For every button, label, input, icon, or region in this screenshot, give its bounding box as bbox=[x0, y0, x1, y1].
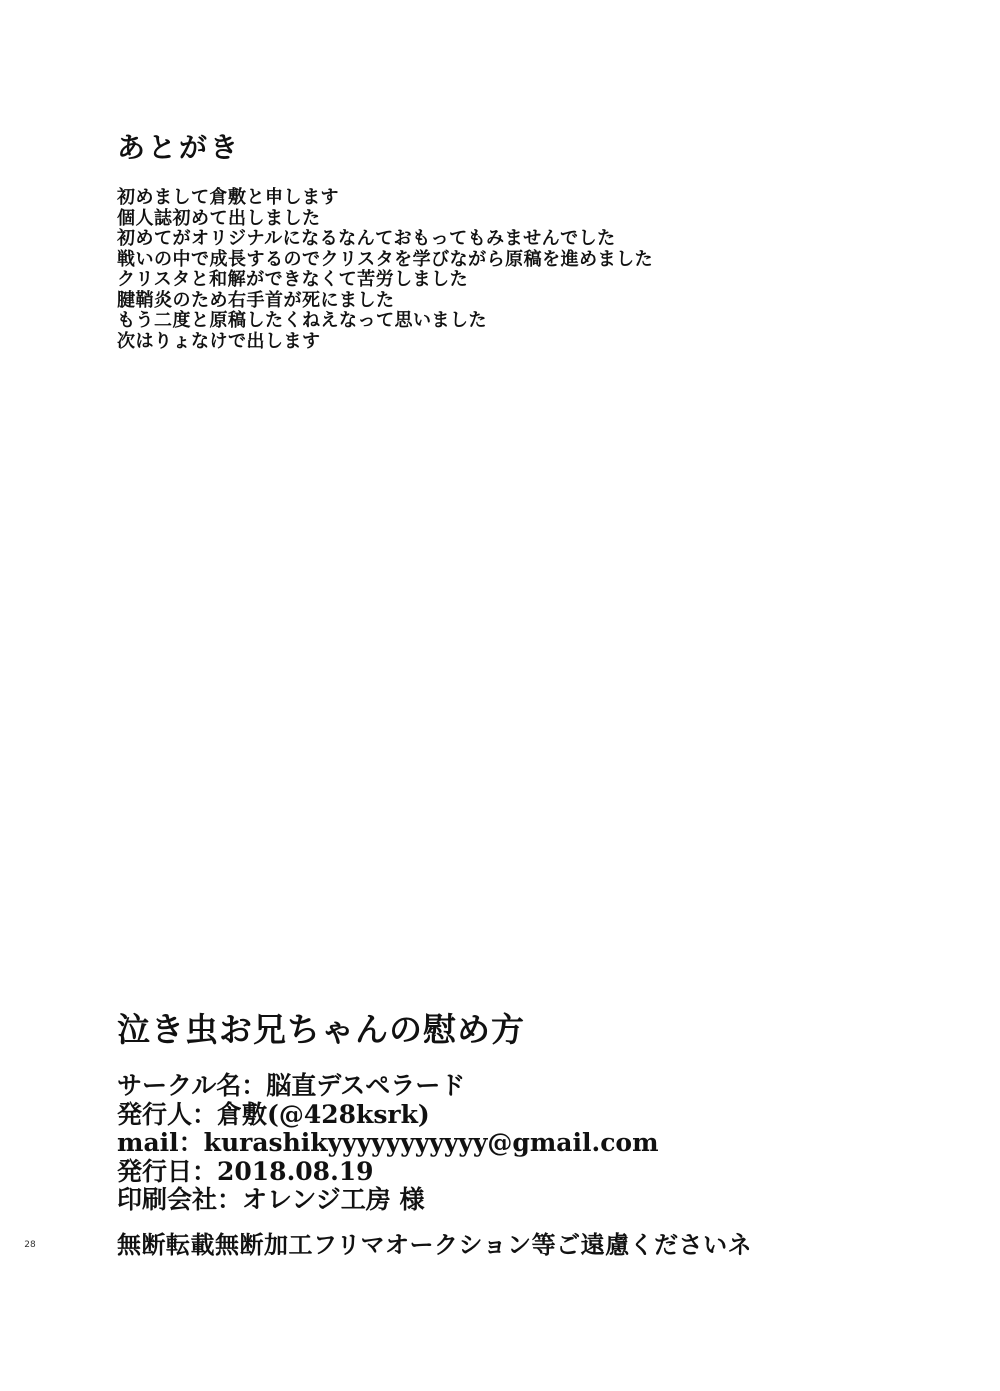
afterword-line: もう二度と原稿したくねえなって思いました bbox=[117, 310, 487, 331]
circle-name: サークル名：脳直デスペラード bbox=[117, 1071, 466, 1100]
afterword-line: クリスタと和解ができなくて苦労しました bbox=[117, 269, 469, 290]
afterword-line: 初めてがオリジナルになるなんておもってもみませんでした bbox=[117, 228, 616, 249]
afterword-line: 戦いの中で成長するのでクリスタを学びながら原稿を進めました bbox=[117, 248, 654, 270]
publish-date: 発行日：2018.08.19 bbox=[117, 1156, 374, 1186]
publisher: 発行人：倉敷(@428ksrk) bbox=[117, 1099, 430, 1129]
afterword-line: 腱鞘炎のため右手首が死にました bbox=[117, 289, 395, 311]
contact-mail: mail：kurashikyyyyyyyyyyy@gmail.com bbox=[117, 1128, 659, 1157]
reproduction-notice: 無断転載無断加工フリマオークション等ご遠慮くださいネ bbox=[117, 1230, 753, 1259]
afterword-heading: あとがき bbox=[117, 131, 242, 164]
afterword-line: 次はりょなけで出します bbox=[117, 330, 321, 352]
page-number: 28 bbox=[24, 1240, 36, 1250]
colophon bbox=[117, 1072, 659, 1215]
afterword-body bbox=[117, 188, 653, 352]
book-title: 泣き虫お兄ちゃんの慰め方 bbox=[117, 1010, 525, 1049]
printer: 印刷会社：オレンジ工房 様 bbox=[117, 1185, 425, 1214]
afterword-line: 初めまして倉敷と申します bbox=[117, 187, 339, 208]
afterword-line: 個人誌初めて出しました bbox=[117, 207, 321, 229]
